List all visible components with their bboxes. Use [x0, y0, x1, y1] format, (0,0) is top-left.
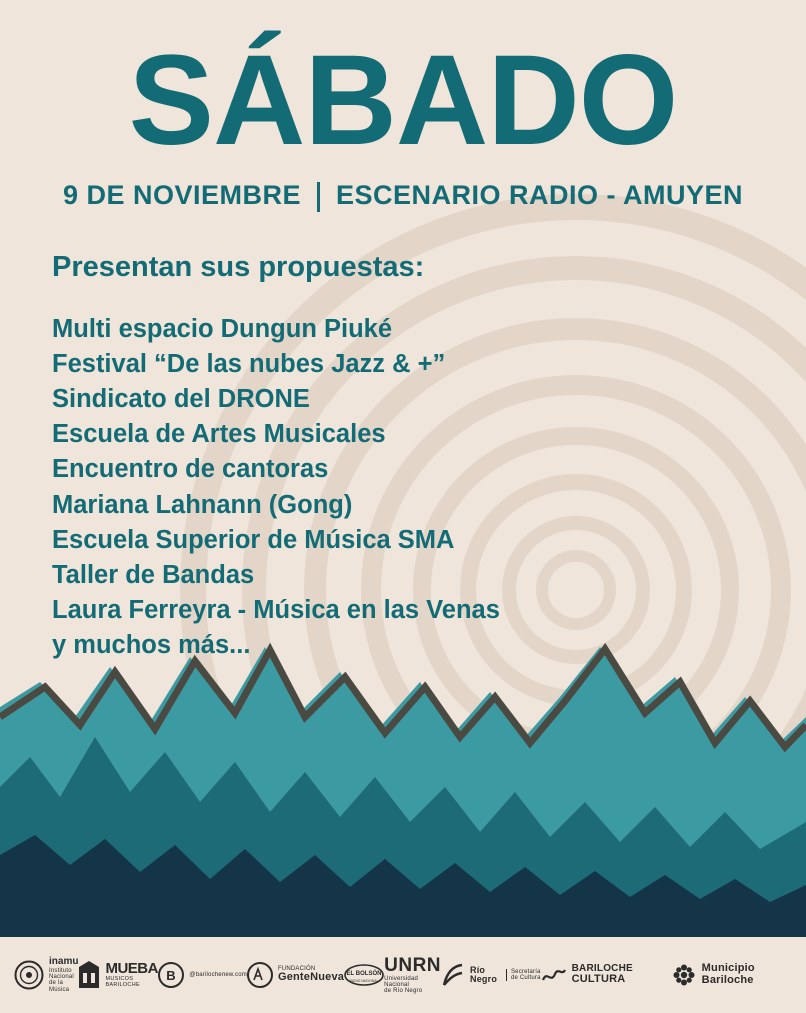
logo-wordmark: @barilochenew.com — [189, 971, 247, 978]
list-item: Multi espacio Dungun Piuké — [52, 314, 393, 343]
logo-line2: Nacional — [49, 973, 74, 980]
list-item: Escuela de Artes Musicales — [52, 420, 386, 449]
date-venue-line — [0, 180, 806, 211]
oval-icon — [344, 964, 384, 986]
event-date: 9 DE NOVIEMBRE — [62, 179, 301, 210]
list-item: Taller de Bandas — [52, 560, 255, 589]
wave-icon — [541, 962, 567, 988]
list-item: Encuentro de cantoras — [52, 455, 329, 484]
logo-line2: de Río Negro — [384, 988, 423, 995]
logo-text — [470, 966, 501, 985]
logo-line1: CULTURA — [571, 973, 626, 986]
svg-text:RADIO NACIONAL: RADIO NACIONAL — [349, 979, 379, 983]
sponsor-logo-bar — [0, 937, 806, 1013]
logo-line1: Instituto — [49, 967, 72, 974]
list-item: Laura Ferreyra - Música en las Venas — [52, 596, 500, 625]
flower-icon — [671, 962, 697, 988]
logo-wordmark: inamu — [49, 956, 79, 968]
logo-line1: Universidad Nacional — [384, 975, 419, 988]
logo-line1: FUNDACIÓN — [277, 966, 316, 973]
lineup-list — [52, 312, 806, 664]
circle-g-icon — [247, 962, 273, 988]
svg-text:B: B — [166, 968, 177, 983]
lineup-heading: Presentan sus propuestas: — [52, 250, 425, 283]
list-item: Sindicato del DRONE — [52, 384, 310, 413]
logo-text — [49, 957, 78, 993]
logo-el-bolson — [344, 964, 384, 986]
logo-bariloche-cultura — [541, 962, 671, 988]
circle-b-icon — [158, 962, 184, 988]
svg-text:EL BOLSÓN: EL BOLSÓN — [346, 971, 382, 977]
logo-text — [702, 963, 792, 986]
list-item: y muchos más... — [52, 631, 251, 660]
logo-wordmark: Municipio — [701, 962, 755, 975]
logo-wordmark: Río Negro — [470, 964, 498, 984]
logo-rio-negro-cultura — [441, 962, 541, 988]
rn-icon — [441, 962, 465, 988]
logo-text — [105, 961, 158, 988]
logo-wordmark: UNRN — [384, 954, 442, 976]
logo-wordmark: MUEBA — [105, 960, 158, 978]
logo-line2: de Cultura — [510, 975, 541, 981]
logo-text-secondary — [506, 969, 541, 982]
logo-text — [278, 966, 344, 984]
event-venue: ESCENARIO RADIO - AMUYEN — [336, 179, 744, 210]
logo-barilochenew — [158, 962, 247, 988]
logo-gente-nueva — [247, 962, 344, 988]
logo-unrn — [384, 956, 441, 995]
logo-line3: de la Música — [49, 980, 70, 993]
logo-line1: Secretaría — [510, 968, 541, 975]
page-title: SÁBADO — [128, 29, 678, 172]
building-icon — [78, 961, 100, 989]
logo-text — [189, 972, 247, 978]
logo-text — [384, 956, 441, 995]
record-icon — [14, 960, 44, 990]
logo-mueba — [78, 961, 158, 989]
logo-wordmark: BARILOCHE — [571, 962, 633, 974]
logo-inamu — [14, 957, 78, 993]
list-item: Festival “De las nubes Jazz & +” — [52, 349, 446, 378]
logo-text — [572, 964, 671, 986]
logo-municipio-bariloche — [671, 962, 792, 988]
list-item: Mariana Lahnann (Gong) — [52, 490, 353, 519]
divider — [317, 182, 320, 212]
list-item: Escuela Superior de Música SMA — [52, 525, 455, 554]
logo-line1: MUSICOS BARILOCHE — [105, 976, 140, 988]
logo-wordmark: GenteNueva — [277, 971, 345, 984]
logo-line1: Bariloche — [701, 974, 754, 986]
